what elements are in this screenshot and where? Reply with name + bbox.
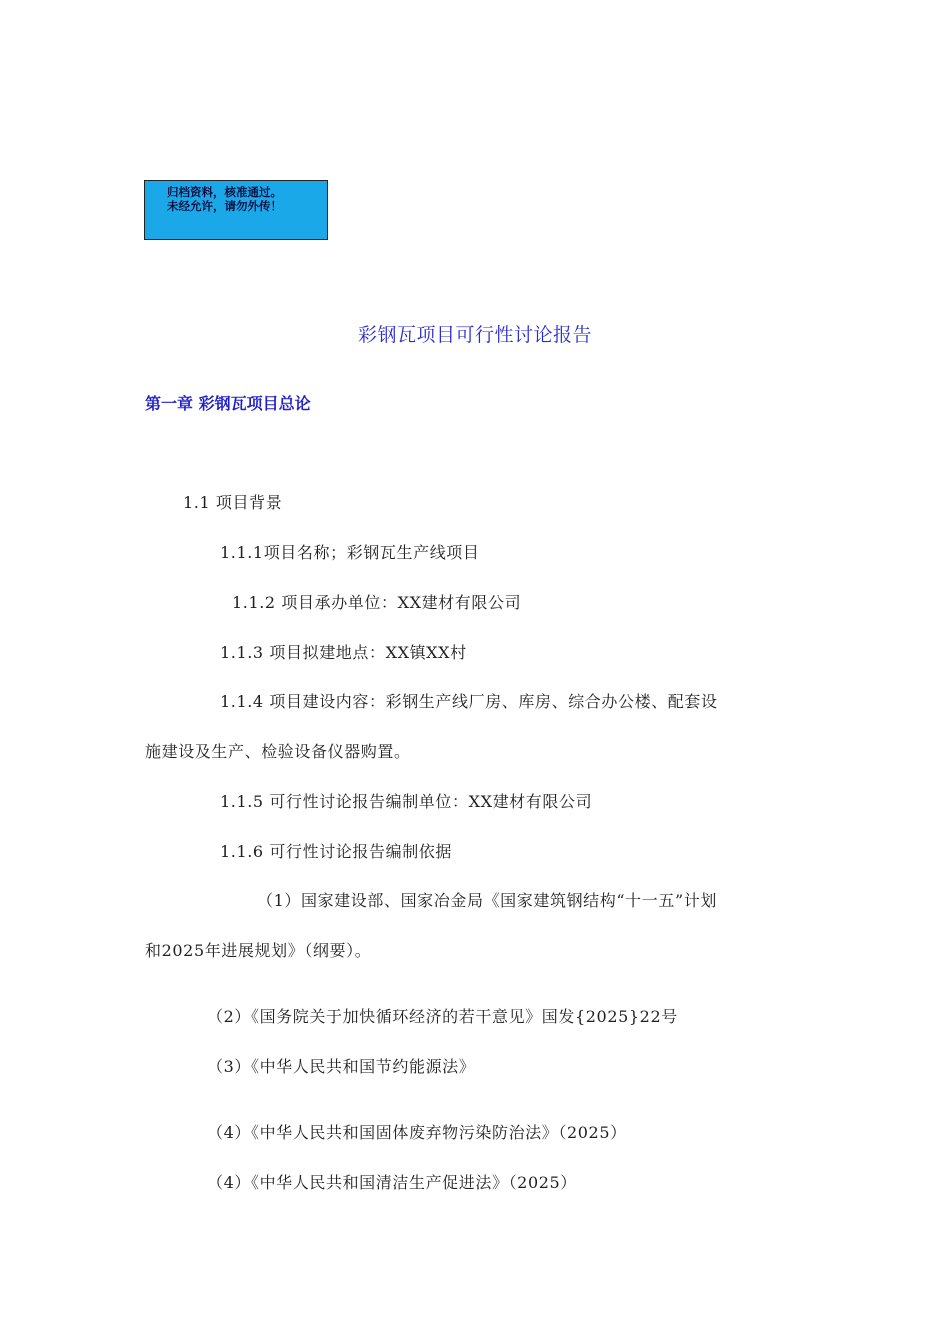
basis-item-4: （4）《中华人民共和国固体废弃物污染防治法》（2025） — [207, 1123, 627, 1142]
item-location: 1.1.3 项目拟建地点：XX镇XX村 — [220, 643, 467, 662]
document-title: 彩钢瓦项目可行性讨论报告 — [357, 324, 592, 346]
basis-item-1-cont: 和2025年进展规划》（纲要）。 — [145, 941, 372, 960]
item-construction-content: 1.1.4 项目建设内容：彩钢生产线厂房、库房、综合办公楼、配套设 — [220, 692, 718, 711]
item-undertaking-unit: 1.1.2 项目承办单位：XX建材有限公司 — [232, 593, 522, 612]
item-report-unit: 1.1.5 可行性讨论报告编制单位：XX建材有限公司 — [220, 792, 593, 811]
stamp-line-1: 归档资料，核准通过。 — [167, 185, 282, 199]
basis-item-2: （2）《国务院关于加快循环经济的若干意见》国发{2025}22号 — [207, 1007, 678, 1026]
basis-item-1: （1）国家建设部、国家冶金局《国家建筑钢结构“十一五”计划 — [257, 891, 717, 910]
stamp-line-2: 未经允许，请勿外传！ — [167, 199, 282, 213]
chapter-heading: 第一章 彩钢瓦项目总论 — [145, 394, 311, 413]
archive-stamp — [144, 180, 328, 240]
basis-item-5: （4）《中华人民共和国清洁生产促进法》（2025） — [207, 1173, 577, 1192]
basis-item-3: （3）《中华人民共和国节约能源法》 — [207, 1057, 476, 1076]
section-heading: 1.1 项目背景 — [183, 493, 283, 512]
item-report-basis: 1.1.6 可行性讨论报告编制依据 — [220, 842, 452, 861]
item-project-name: 1.1.1项目名称；彩钢瓦生产线项目 — [220, 543, 480, 562]
item-construction-content-cont: 施建设及生产、检验设备仪器购置。 — [145, 742, 411, 761]
